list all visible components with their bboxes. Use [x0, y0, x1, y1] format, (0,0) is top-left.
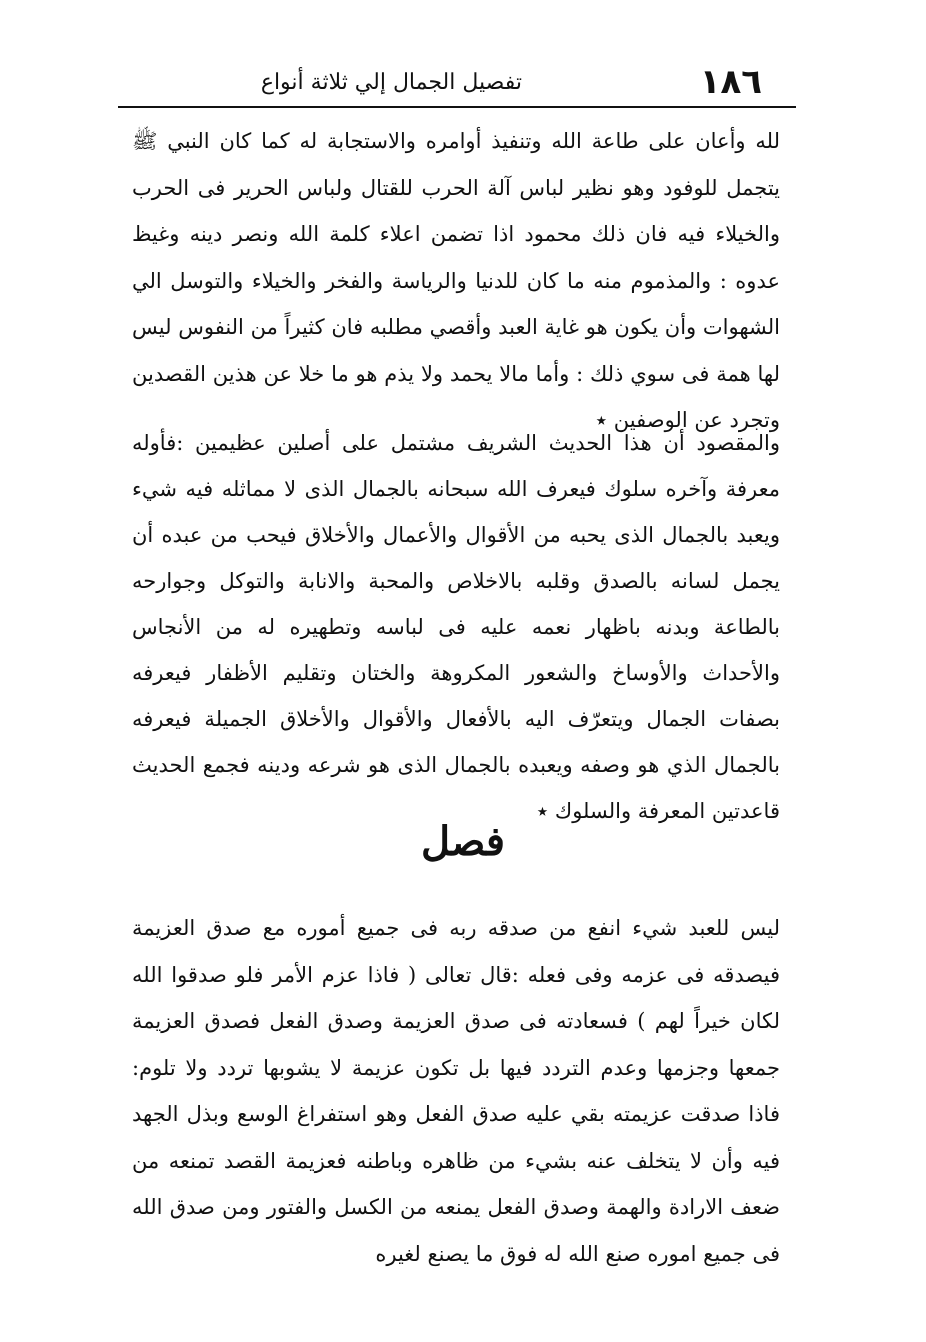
paragraph-1	[132, 118, 780, 444]
section-heading: فصل	[420, 818, 506, 865]
page-header	[120, 62, 792, 102]
header-rule	[118, 106, 796, 108]
paragraph-2	[132, 420, 780, 834]
paragraph-text: ليس للعبد شيء انفع من صدقه ربه فى جميع أموره مع صدق العزيمة فيصدقه فى عزمه وفى فعله :قال تعالى ( فاذا عزم الأمر فلو صدقوا الله لكان خيراً لهم ) فسعادته فى صدق العزيمة وصدق الفعل فصدق العزيمة جمعها وجزمها وعدم التردد فيها بل تكون عزيمة لا يشوبها تردد ولا تلوم: فاذا صدقت عزيمته بقي عليه صدق الفعل وهو استفراغ الوسع وبذل الجهد فيه وأن لا يتخلف عنه بشيء من ظاهره وباطنه فعزيمة القصد تمنعه من ضعف الارادة والهمة وصدق الفعل يمنعه من الكسل والفتور ومن صدق الله فى جميع اموره صنع الله له فوق ما يصنع لغيره	[132, 916, 780, 1266]
paragraph-text: والمقصود أن هذا الحديث الشريف مشتمل على أصلين عظيمين :فأوله معرفة وآخره سلوك فيعرف الله سبحانه بالجمال الذى لا مماثله فيه شيء ويعبد بالجمال الذى يحبه من الأقوال والأعمال والأخلاق فيحب من عبده أن يجمل لسانه بالصدق وقلبه بالاخلاص والمحبة والانابة والتوكل وجوارحه بالطاعة وبدنه باظهار نعمه عليه فى لباسه وتطهيره له من الأنجاس والأحداث والأوساخ والشعور المكروهة والختان وتقليم الأظفار فيعرفه بصفات الجمال ويتعرّف اليه بالأفعال والأقوال والأخلاق الجميلة فيعرفه بالجمال الذي هو وصفه ويعبده بالجمال الذى هو شرعه ودينه فجمع الحديث قاعدتين المعرفة والسلوك ٭	[132, 431, 780, 823]
paragraph-3	[132, 905, 780, 1277]
running-title: تفصيل الجمال إلي ثلاثة أنواع	[260, 70, 522, 95]
paragraph-text: لله وأعان على طاعة الله وتنفيذ أوامره والاستجابة له كما كان النبي ﷺ يتجمل للوفود وهو نظير لباس آلة الحرب للقتال ولباس الحرير فى الحرب والخيلاء فيه فان ذلك محمود اذا تضمن اعلاء كلمة الله ونصر دينه وغيظ عدوه : والمذموم منه ما كان للدنيا والرياسة والفخر والخيلاء والتوسل الي الشهوات وأن يكون هو غاية العبد وأقصي مطلبه فان كثيراً من النفوس ليس لها همة فى سوي ذلك : وأما مالا يحمد ولا يذم هو ما خلا عن هذين القصدين وتجرد عن الوصفين ٭	[132, 129, 780, 432]
page-number: ١٨٦	[699, 62, 762, 102]
